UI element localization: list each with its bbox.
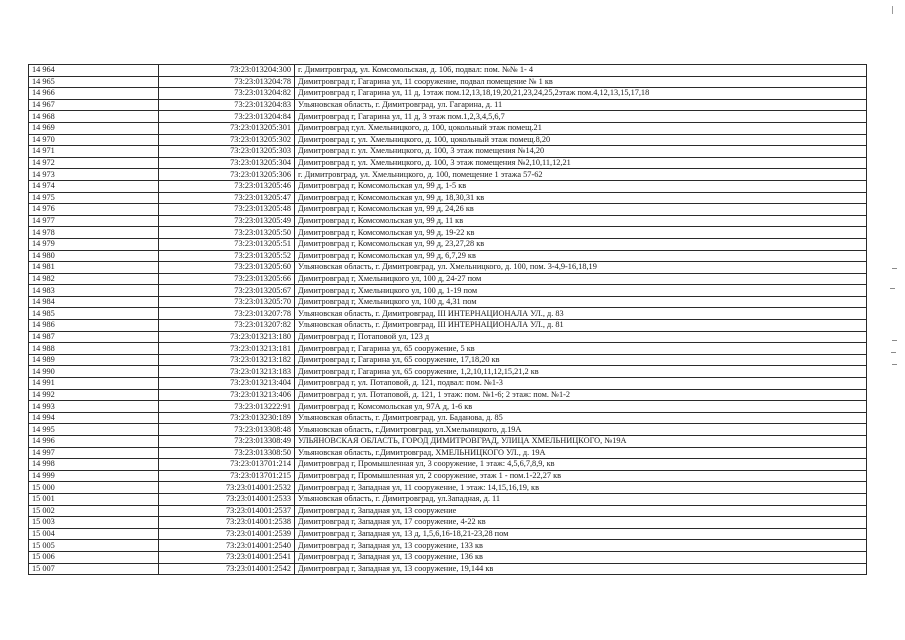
address-cell: Димитровград г, ул. Потаповой, д. 121, подвал: пом. №1-3 [295, 378, 867, 390]
table-row [29, 505, 867, 517]
address-cell: Димитровград г, Хмельницкого ул, 100 д, 1-19 пом [295, 285, 867, 297]
table-row [29, 540, 867, 552]
registry-rows [29, 65, 867, 575]
address-cell: Ульяновская область, г. Димитровград, ул. Хмельницкого, д. 100, пом. 3-4,9-16,18,19 [295, 262, 867, 274]
address-cell: Димитровград г, Промышленная ул, 3 сооружение, 1 этаж: 4,5,6,7,8,9, кв [295, 459, 867, 471]
row-number-cell: 14 997 [29, 447, 159, 459]
address-cell: Димитровград г, Потаповой ул, 123 д [295, 331, 867, 343]
address-cell: Ульяновская область, г. Димитровград, III ИНТЕРНАЦИОНАЛА УЛ., д. 81 [295, 320, 867, 332]
cadastral-number-cell: 73:23:013205:48 [159, 204, 295, 216]
cadastral-number-cell: 73:23:013205:304 [159, 157, 295, 169]
address-cell: Ульяновская область, г. Димитровград, ул.Западная, д. 11 [295, 493, 867, 505]
address-cell: Димитровград г. ул. Хмельницкого, д. 100, 3 этаж помещения №14,20 [295, 146, 867, 158]
scan-edge-mark [892, 340, 897, 341]
row-number-cell: 14 992 [29, 389, 159, 401]
address-cell: Димитровград г, Промышленная ул, 2 сооружение, этаж 1 - пом.1-22,27 кв [295, 470, 867, 482]
row-number-cell: 14 986 [29, 320, 159, 332]
table-row [29, 528, 867, 540]
row-number-cell: 14 973 [29, 169, 159, 181]
table-row [29, 493, 867, 505]
address-cell: Димитровград г, Западная ул, 13 сооружение, 133 кв [295, 540, 867, 552]
row-number-cell: 15 000 [29, 482, 159, 494]
table-row [29, 563, 867, 575]
address-cell: Димитровград г, Западная ул, 13 д, 1,5,6,16-18,21-23,28 пом [295, 528, 867, 540]
address-cell: Димитровград г, Гагарина ул, 65 сооружение, 17,18,20 кв [295, 354, 867, 366]
cadastral-number-cell: 73:23:013213:406 [159, 389, 295, 401]
table-row [29, 343, 867, 355]
cadastral-number-cell: 73:23:013205:49 [159, 215, 295, 227]
scan-edge-mark [892, 268, 897, 269]
address-cell: Ульяновская область, г.Димитровград, ул.Хмельницкого, д.19А [295, 424, 867, 436]
table-row [29, 447, 867, 459]
row-number-cell: 14 975 [29, 192, 159, 204]
table-row [29, 238, 867, 250]
row-number-cell: 15 006 [29, 551, 159, 563]
table-row [29, 517, 867, 529]
address-cell: Димитровград г, Западная ул, 17 сооружение, 4-22 кв [295, 517, 867, 529]
row-number-cell: 14 998 [29, 459, 159, 471]
table-row [29, 389, 867, 401]
row-number-cell: 14 990 [29, 366, 159, 378]
address-cell: г. Димитровград, ул. Комсомольская, д. 106, подвал: пом. №№ 1- 4 [295, 65, 867, 77]
table-row [29, 459, 867, 471]
table-row [29, 401, 867, 413]
table-row [29, 285, 867, 297]
table-row [29, 331, 867, 343]
address-cell: Ульяновская область, г.Димитровград, ХМЕЛЬНИЦКОГО УЛ., д. 19А [295, 447, 867, 459]
row-number-cell: 14 994 [29, 412, 159, 424]
cadastral-number-cell: 73:23:013222:91 [159, 401, 295, 413]
address-cell: Димитровград г, Комсомольская ул, 97А д, 1-6 кв [295, 401, 867, 413]
table-row [29, 88, 867, 100]
address-cell: Димитровград г, Хмельницкого ул, 100 д, 24-27 пом [295, 273, 867, 285]
row-number-cell: 14 980 [29, 250, 159, 262]
cadastral-number-cell: 73:23:013205:301 [159, 122, 295, 134]
cadastral-number-cell: 73:23:014001:2541 [159, 551, 295, 563]
row-number-cell: 14 993 [29, 401, 159, 413]
table-row [29, 146, 867, 158]
row-number-cell: 14 974 [29, 180, 159, 192]
cadastral-number-cell: 73:23:014001:2533 [159, 493, 295, 505]
address-cell: Димитровград г, Западная ул, 13 сооружение, 19,144 кв [295, 563, 867, 575]
table-row [29, 157, 867, 169]
address-cell: Димитровград г, Комсомольская ул, 99 д, 23,27,28 кв [295, 238, 867, 250]
address-cell: Димитровград г,ул. Хмельницкого, д. 100, цокольный этаж помещ.21 [295, 122, 867, 134]
row-number-cell: 14 989 [29, 354, 159, 366]
cadastral-number-cell: 73:23:013213:180 [159, 331, 295, 343]
table-row [29, 308, 867, 320]
row-number-cell: 14 983 [29, 285, 159, 297]
table-row [29, 134, 867, 146]
table-row [29, 378, 867, 390]
row-number-cell: 14 985 [29, 308, 159, 320]
row-number-cell: 14 972 [29, 157, 159, 169]
cadastral-number-cell: 73:23:013701:214 [159, 459, 295, 471]
row-number-cell: 15 007 [29, 563, 159, 575]
cadastral-number-cell: 73:23:013701:215 [159, 470, 295, 482]
table-row [29, 320, 867, 332]
cadastral-number-cell: 73:23:013207:82 [159, 320, 295, 332]
row-number-cell: 14 991 [29, 378, 159, 390]
cadastral-number-cell: 73:23:013204:300 [159, 65, 295, 77]
registry-table [28, 64, 867, 575]
table-row [29, 366, 867, 378]
row-number-cell: 14 968 [29, 111, 159, 123]
address-cell: Димитровград г, ул. Хмельницкого, д. 100, 3 этаж помещения №2,10,11,12,21 [295, 157, 867, 169]
row-number-cell: 15 003 [29, 517, 159, 529]
row-number-cell: 14 977 [29, 215, 159, 227]
cadastral-number-cell: 73:23:013213:404 [159, 378, 295, 390]
cadastral-number-cell: 73:23:013207:78 [159, 308, 295, 320]
cadastral-number-cell: 73:23:013230:189 [159, 412, 295, 424]
cadastral-number-cell: 73:23:013205:52 [159, 250, 295, 262]
row-number-cell: 14 969 [29, 122, 159, 134]
row-number-cell: 14 984 [29, 296, 159, 308]
scan-edge-mark [891, 352, 896, 353]
row-number-cell: 14 964 [29, 65, 159, 77]
row-number-cell: 14 967 [29, 99, 159, 111]
address-cell: Димитровград г, Гагарина ул, 65 сооружение, 1,2,10,11,12,15,21,2 кв [295, 366, 867, 378]
row-number-cell: 14 966 [29, 88, 159, 100]
address-cell: Димитровград г, Западная ул, 13 сооружение [295, 505, 867, 517]
row-number-cell: 14 982 [29, 273, 159, 285]
cadastral-number-cell: 73:23:013204:82 [159, 88, 295, 100]
address-cell: Димитровград г, Западная ул, 11 сооружение, 1 этаж: 14,15,16,19, кв [295, 482, 867, 494]
row-number-cell: 14 995 [29, 424, 159, 436]
row-number-cell: 14 987 [29, 331, 159, 343]
table-row [29, 250, 867, 262]
table-row [29, 111, 867, 123]
cadastral-number-cell: 73:23:013204:78 [159, 76, 295, 88]
table-row [29, 262, 867, 274]
table-row [29, 273, 867, 285]
row-number-cell: 14 970 [29, 134, 159, 146]
cadastral-number-cell: 73:23:013213:181 [159, 343, 295, 355]
cadastral-number-cell: 73:23:013205:46 [159, 180, 295, 192]
address-cell: Димитровград г, Комсомольская ул, 99 д, 1-5 кв [295, 180, 867, 192]
cadastral-number-cell: 73:23:014001:2537 [159, 505, 295, 517]
table-row [29, 227, 867, 239]
row-number-cell: 14 978 [29, 227, 159, 239]
cadastral-number-cell: 73:23:013205:303 [159, 146, 295, 158]
address-cell: Димитровград г, Гагарина ул, 11 д, 3 этаж пом.1,2,3,4,5,6,7 [295, 111, 867, 123]
address-cell: Димитровград г, Гагарина ул, 65 сооружение, 5 кв [295, 343, 867, 355]
row-number-cell: 14 971 [29, 146, 159, 158]
scan-edge-mark [890, 288, 895, 289]
address-cell: Ульяновская область, г. Димитровград, III ИНТЕРНАЦИОНАЛА УЛ., д. 83 [295, 308, 867, 320]
address-cell: Димитровград г, Комсомольская ул, 99 д, 19-22 кв [295, 227, 867, 239]
table-row [29, 65, 867, 77]
row-number-cell: 15 002 [29, 505, 159, 517]
row-number-cell: 15 004 [29, 528, 159, 540]
cadastral-number-cell: 73:23:014001:2532 [159, 482, 295, 494]
cadastral-number-cell: 73:23:014001:2540 [159, 540, 295, 552]
cadastral-number-cell: 73:23:013205:47 [159, 192, 295, 204]
address-cell: Димитровград г, Комсомольская ул, 99 д, 18,30,31 кв [295, 192, 867, 204]
address-cell: Димитровград г, Гагарина ул, 11 сооружение, подвал помещение № 1 кв [295, 76, 867, 88]
table-row [29, 99, 867, 111]
address-cell: Димитровград г, Гагарина ул, 11 д, 1этаж пом.12,13,18,19,20,21,23,24,25,2этаж пом.4,12,13,15,17,18 [295, 88, 867, 100]
table-row [29, 436, 867, 448]
row-number-cell: 15 005 [29, 540, 159, 552]
row-number-cell: 14 976 [29, 204, 159, 216]
address-cell: Димитровград г, ул. Потаповой, д. 121, 1 этаж: пом. №1-6; 2 этаж: пом. №1-2 [295, 389, 867, 401]
cadastral-number-cell: 73:23:013205:60 [159, 262, 295, 274]
row-number-cell: 14 996 [29, 436, 159, 448]
table-row [29, 470, 867, 482]
address-cell: Димитровград г, Комсомольская ул, 99 д, 24,26 кв [295, 204, 867, 216]
address-cell: Димитровград г, Комсомольская ул, 99 д, 6,7,29 кв [295, 250, 867, 262]
cadastral-number-cell: 73:23:013308:50 [159, 447, 295, 459]
table-row [29, 180, 867, 192]
cadastral-number-cell: 73:23:013213:183 [159, 366, 295, 378]
table-row [29, 296, 867, 308]
table-row [29, 551, 867, 563]
table-row [29, 169, 867, 181]
row-number-cell: 14 979 [29, 238, 159, 250]
table-row [29, 412, 867, 424]
table-row [29, 354, 867, 366]
address-cell: г. Димитровград, ул. Хмельницкого, д. 100, помещение 1 этажа 57-62 [295, 169, 867, 181]
cadastral-number-cell: 73:23:013308:48 [159, 424, 295, 436]
table-row [29, 192, 867, 204]
cadastral-number-cell: 73:23:013204:84 [159, 111, 295, 123]
row-number-cell: 15 001 [29, 493, 159, 505]
row-number-cell: 14 965 [29, 76, 159, 88]
table-row [29, 122, 867, 134]
cadastral-number-cell: 73:23:013205:302 [159, 134, 295, 146]
cadastral-number-cell: 73:23:014001:2538 [159, 517, 295, 529]
table-row [29, 482, 867, 494]
address-cell: УЛЬЯНОВСКАЯ ОБЛАСТЬ, ГОРОД ДИМИТРОВГРАД, УЛИЦА ХМЕЛЬНИЦКОГО, №19А [295, 436, 867, 448]
address-cell: Ульяновская область, г. Димитровград, ул. Баданова, д. 85 [295, 412, 867, 424]
scan-edge-mark [892, 364, 897, 365]
cadastral-number-cell: 73:23:013205:306 [159, 169, 295, 181]
table-row [29, 204, 867, 216]
row-number-cell: 14 999 [29, 470, 159, 482]
cadastral-number-cell: 73:23:013205:51 [159, 238, 295, 250]
cadastral-number-cell: 73:23:013204:83 [159, 99, 295, 111]
cadastral-number-cell: 73:23:013213:182 [159, 354, 295, 366]
registry-sheet [28, 64, 866, 575]
cadastral-number-cell: 73:23:014001:2539 [159, 528, 295, 540]
table-row [29, 215, 867, 227]
cadastral-number-cell: 73:23:013205:67 [159, 285, 295, 297]
address-cell: Димитровград г, Комсомольская ул, 99 д, 11 кв [295, 215, 867, 227]
cadastral-number-cell: 73:23:013205:50 [159, 227, 295, 239]
cadastral-number-cell: 73:23:013205:70 [159, 296, 295, 308]
cadastral-number-cell: 73:23:014001:2542 [159, 563, 295, 575]
table-row [29, 424, 867, 436]
address-cell: Димитровград г, Хмельницкого ул, 100 д, 4,31 пом [295, 296, 867, 308]
address-cell: Димитровград г, ул. Хмельницкого, д. 100, цокольный этаж помещ.8,20 [295, 134, 867, 146]
table-row [29, 76, 867, 88]
cadastral-number-cell: 73:23:013308:49 [159, 436, 295, 448]
cadastral-number-cell: 73:23:013205:66 [159, 273, 295, 285]
scan-tick-mark [892, 6, 893, 14]
address-cell: Ульяновская область, г. Димитровград, ул. Гагарина, д. 11 [295, 99, 867, 111]
row-number-cell: 14 988 [29, 343, 159, 355]
row-number-cell: 14 981 [29, 262, 159, 274]
address-cell: Димитровград г, Западная ул, 13 сооружение, 136 кв [295, 551, 867, 563]
